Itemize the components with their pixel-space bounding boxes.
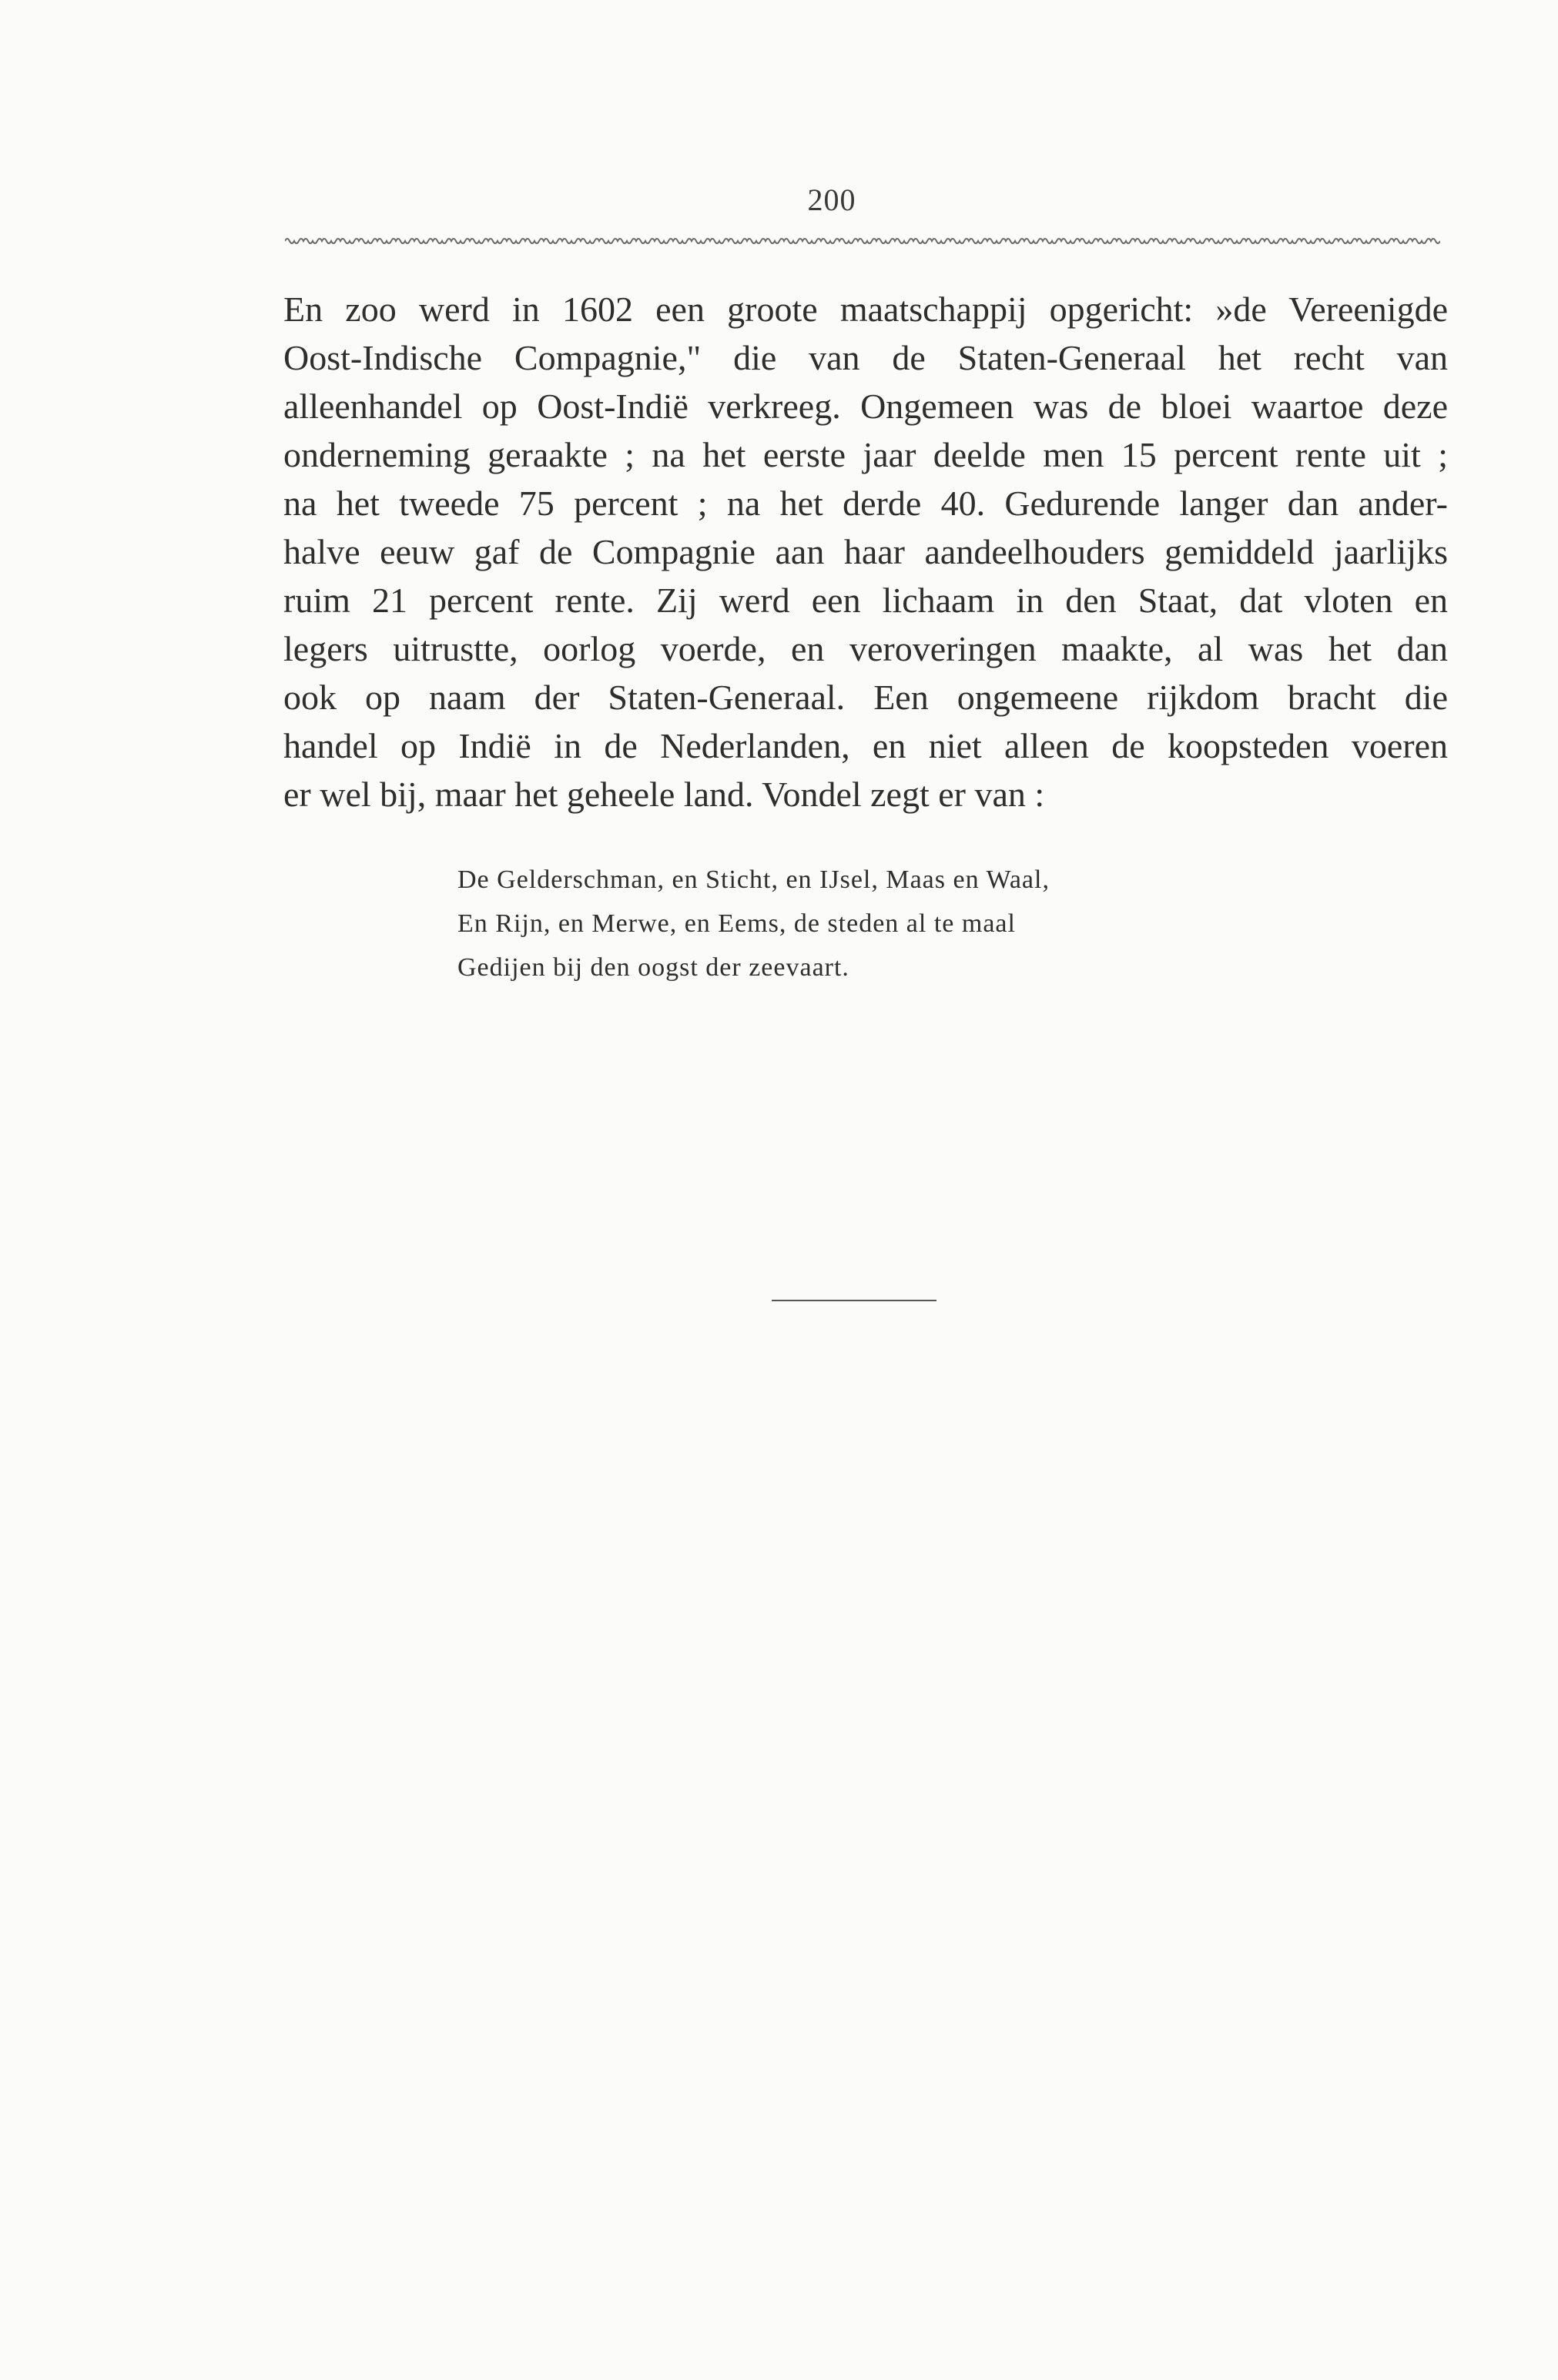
paragraph-line: er wel bij, maar het geheele land. Vondel zegt er van : [283, 775, 1045, 814]
poem-line: En Rijn, en Merwe, en Eems, de steden al te maal [457, 909, 1016, 938]
end-rule [772, 1300, 936, 1301]
paragraph-line: Oost-Indische Compagnie," die van de Staten-Generaal het recht van [283, 338, 1448, 377]
wavy-header-rule [285, 236, 1440, 246]
paragraph-line: ook op naam der Staten-Generaal. Een ongemeene rijkdom bracht die [283, 678, 1448, 717]
paragraph-line: ruim 21 percent rente. Zij werd een lichaam in den Staat, dat vloten en [283, 581, 1448, 620]
paragraph-line: onderneming geraakte ; na het eerste jaar deelde men 15 percent rente uit ; [283, 435, 1448, 474]
poem-line: De Gelderschman, en Sticht, en IJsel, Maas en Waal, [457, 865, 1050, 894]
poem-quote [457, 858, 1320, 989]
paragraph-line: na het tweede 75 percent ; na het derde 40. Gedurende langer dan ander- [283, 484, 1448, 523]
paragraph-line: En zoo werd in 1602 een groote maatschappij opgericht: »de Vereenigde [283, 290, 1448, 329]
poem-line: Gedijen bij den oogst der zeevaart. [457, 953, 849, 982]
paragraph-line: handel op Indië in de Nederlanden, en niet alleen de koopsteden voeren [283, 726, 1448, 765]
page-number: 200 [807, 182, 856, 217]
paragraph-line: halve eeuw gaf de Compagnie aan haar aandeelhouders gemiddeld jaarlijks [283, 532, 1448, 571]
paragraph-line: legers uitrustte, oorlog voerde, en veroveringen maakte, al was het dan [283, 629, 1448, 668]
paragraph-line: alleenhandel op Oost-Indië verkreeg. Ongemeen was de bloei waartoe deze [283, 387, 1448, 426]
main-paragraph [283, 285, 1448, 818]
